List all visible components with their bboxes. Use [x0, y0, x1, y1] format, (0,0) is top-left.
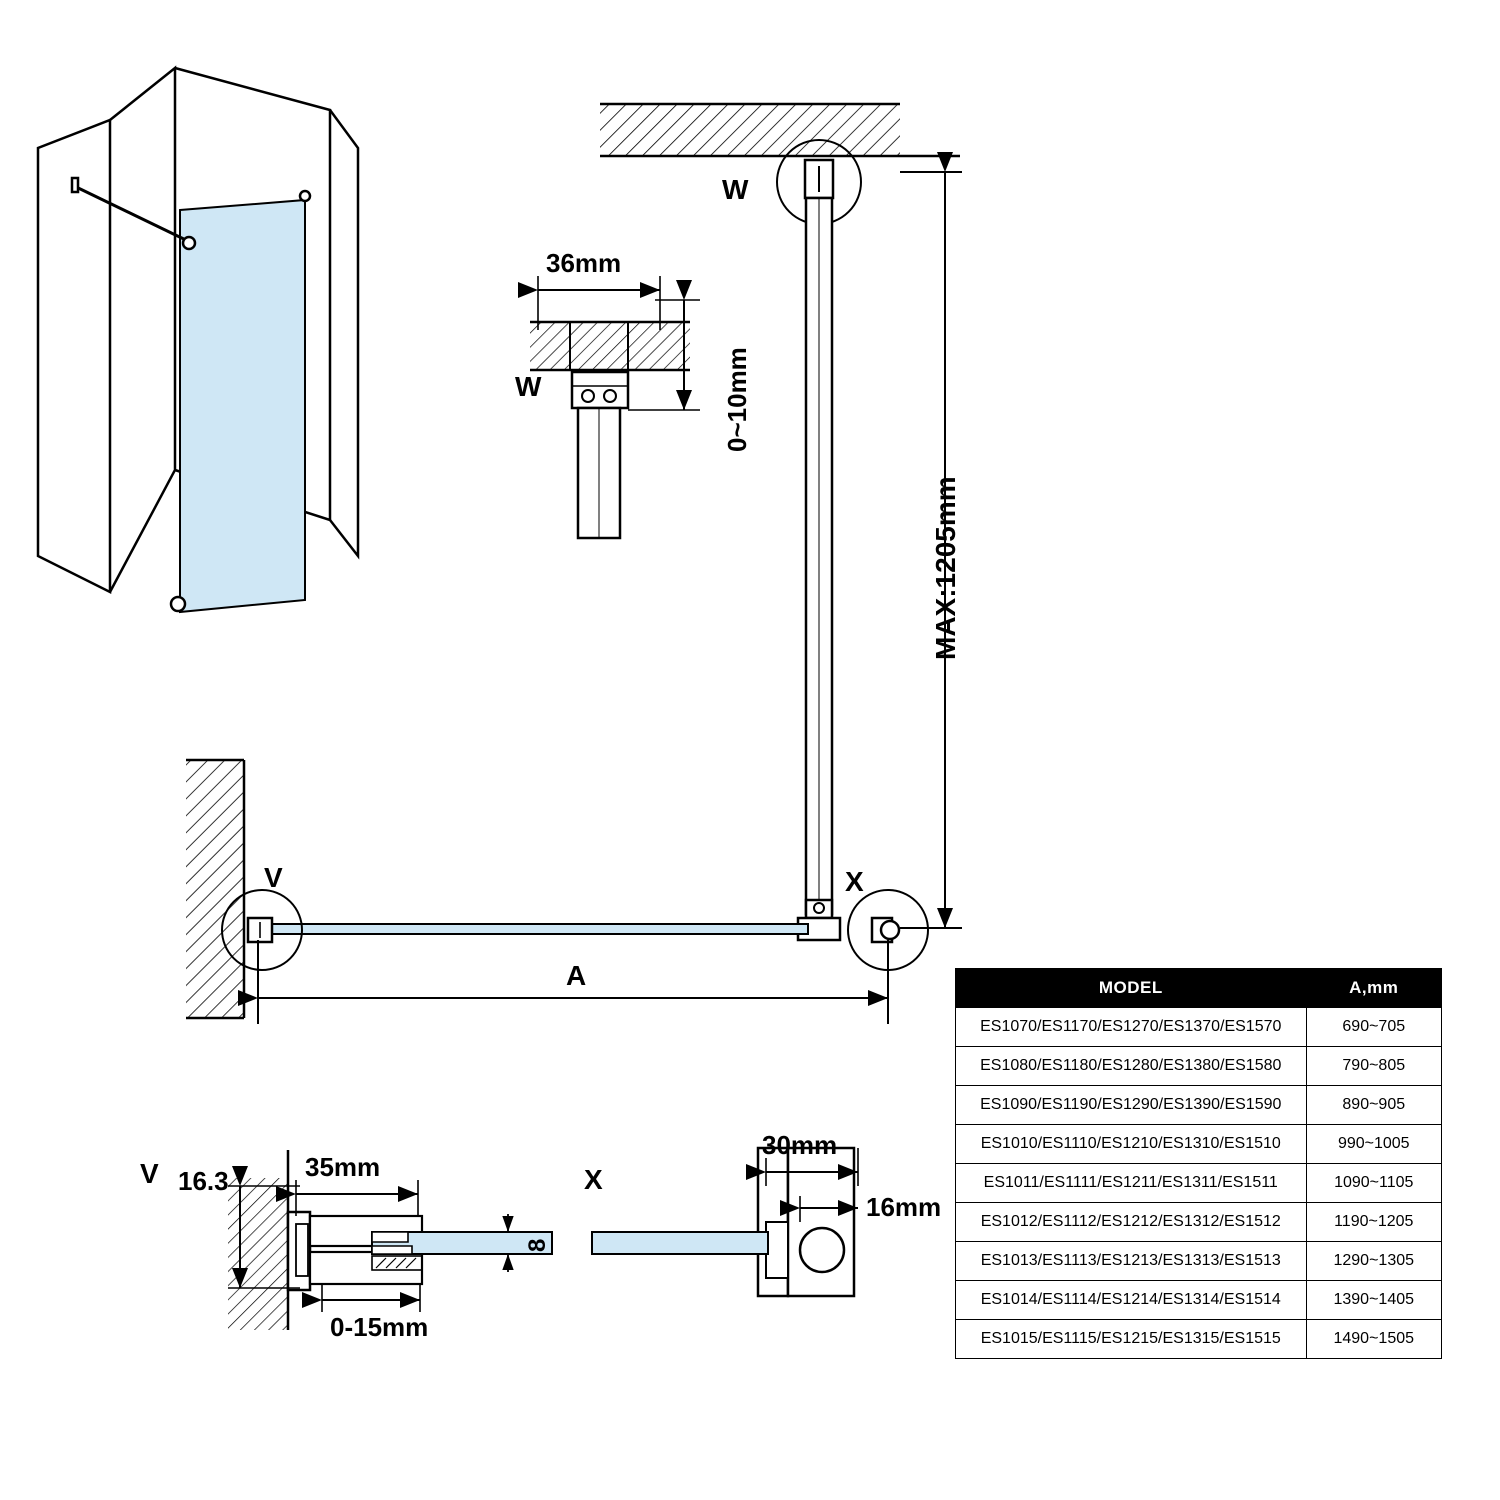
dim-0-15mm: 0-15mm: [330, 1312, 429, 1342]
label-detail-w-enlarged: W: [515, 371, 542, 402]
dim-0-10mm: 0~10mm: [722, 347, 752, 452]
table-body: [956, 1008, 1442, 1359]
cell-model: ES1080/ES1180/ES1280/ES1380/ES1580: [956, 1047, 1307, 1086]
cell-a-mm: 1490~1505: [1306, 1320, 1441, 1359]
table-header-row: [956, 969, 1442, 1008]
cell-a-mm: 1190~1205: [1306, 1203, 1441, 1242]
cell-model: ES1010/ES1110/ES1210/ES1310/ES1510: [956, 1125, 1307, 1164]
detail-x-enlarged: [592, 1148, 858, 1296]
table-row: [956, 1203, 1442, 1242]
perspective-view: [38, 68, 358, 612]
cell-a-mm: 1390~1405: [1306, 1281, 1441, 1320]
detail-w-enlarged: [530, 276, 700, 538]
cell-model: ES1070/ES1170/ES1270/ES1370/ES1570: [956, 1008, 1307, 1047]
table-row: [956, 1242, 1442, 1281]
dim-35mm: 35mm: [305, 1152, 381, 1182]
cell-model: ES1090/ES1190/ES1290/ES1390/ES1590: [956, 1086, 1307, 1125]
cell-a-mm: 890~905: [1306, 1086, 1441, 1125]
dim-a: A: [566, 960, 587, 991]
cell-a-mm: 1290~1305: [1306, 1242, 1441, 1281]
cell-model: ES1013/ES1113/ES1213/ES1313/ES1513: [956, 1242, 1307, 1281]
label-detail-x-enlarged: X: [584, 1164, 603, 1195]
dim-36mm: 36mm: [546, 248, 622, 278]
table-row: [956, 1164, 1442, 1203]
label-detail-w-top: W: [722, 174, 749, 205]
table-row: [956, 1047, 1442, 1086]
cell-model: ES1011/ES1111/ES1211/ES1311/ES1511: [956, 1164, 1307, 1203]
table-row: [956, 1281, 1442, 1320]
dim-16mm: 16mm: [866, 1192, 942, 1222]
cell-a-mm: 990~1005: [1306, 1125, 1441, 1164]
label-detail-v-top: V: [264, 862, 283, 893]
table-row: [956, 1008, 1442, 1047]
cell-a-mm: 1090~1105: [1306, 1164, 1441, 1203]
dim-8: 8: [524, 1238, 551, 1252]
cell-model: ES1014/ES1114/ES1214/ES1314/ES1514: [956, 1281, 1307, 1320]
header-model: MODEL: [956, 969, 1307, 1008]
model-size-table: [955, 968, 1442, 1359]
table-row: [956, 1086, 1442, 1125]
cell-a-mm: 690~705: [1306, 1008, 1441, 1047]
cell-model: ES1012/ES1112/ES1212/ES1312/ES1512: [956, 1203, 1307, 1242]
detail-v-enlarged: [228, 1150, 552, 1330]
cell-a-mm: 790~805: [1306, 1047, 1441, 1086]
dim-16-3: 16.3: [178, 1166, 229, 1196]
dim-max-height: MAX:1205mm: [930, 476, 961, 660]
header-a-mm: A,mm: [1306, 969, 1441, 1008]
label-detail-v-enlarged: V: [140, 1158, 159, 1189]
dim-30mm: 30mm: [762, 1130, 838, 1160]
table-row: [956, 1125, 1442, 1164]
table-row: [956, 1320, 1442, 1359]
cell-model: ES1015/ES1115/ES1215/ES1315/ES1515: [956, 1320, 1307, 1359]
label-detail-x-top: X: [845, 866, 864, 897]
